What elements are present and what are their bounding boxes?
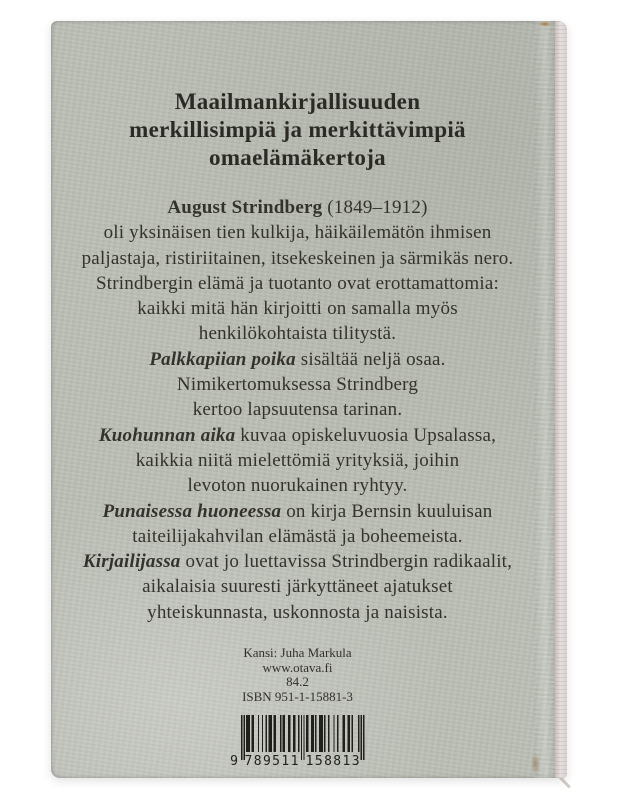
body-text-segment: kertoo lapsuutensa tarinan. xyxy=(192,399,403,421)
barcode-digit-first: 9 xyxy=(229,754,238,767)
body-text-segment: aikalaisia suuresti järkyttäneet ajatukset xyxy=(142,576,453,598)
body-line xyxy=(60,524,535,549)
body-line xyxy=(60,246,535,271)
body-text-segment: oli yksinäisen tien kulkija, häikäilemätön ihmisen xyxy=(103,222,492,244)
work-title-segment: August Strindberg xyxy=(167,197,323,218)
cover-footer xyxy=(60,646,535,704)
body-line xyxy=(60,195,535,220)
body-line xyxy=(60,372,535,397)
body-line xyxy=(60,271,535,296)
body-line xyxy=(60,321,535,346)
cover-crease xyxy=(534,21,555,778)
body-line xyxy=(60,423,535,448)
heading-line: Maailmankirjallisuuden xyxy=(174,89,421,114)
work-title-segment: Palkkapiian poika xyxy=(149,348,296,370)
cover-body-text xyxy=(60,195,535,625)
body-line xyxy=(60,220,535,245)
work-title-segment: Punaisessa huoneessa xyxy=(102,500,282,522)
body-text-segment: paljastaja, ristiriitainen, itsekeskeinen ja särmikäs nero. xyxy=(81,247,514,269)
library-classification: 84.2 xyxy=(286,674,309,690)
body-text-segment: henkilökohtaista tilitystä. xyxy=(198,323,397,345)
page-fore-edge xyxy=(555,21,567,778)
body-text-segment: Strindbergin elämä ja tuotanto ovat erottamattomia: xyxy=(96,272,499,294)
body-text-segment: kaikki mitä hän kirjoitti on samalla myös xyxy=(137,298,458,320)
body-text-segment: yhteiskunnasta, uskonnosta ja naisista. xyxy=(147,601,448,623)
body-text-segment: Nimikertomuksessa Strindberg xyxy=(176,374,419,396)
body-text-segment: levoton nuorukainen ryhtyy. xyxy=(187,475,408,497)
body-text-segment: kuvaa opiskeluvuosia Upsalassa, xyxy=(235,424,497,446)
body-text-segment: kaikkia niitä mielettömiä yrityksiä, joihin xyxy=(135,449,460,471)
barcode-bars xyxy=(228,715,368,767)
publisher-website: www.otava.fi xyxy=(262,659,333,675)
body-line xyxy=(60,499,535,524)
heading-line: omaelämäkertoja xyxy=(209,145,386,170)
work-title-segment: Kirjailijassa xyxy=(82,551,181,573)
cover-text-column xyxy=(60,21,535,778)
cover-design-credit: Kansi: Juha Markula xyxy=(243,645,352,660)
body-text-segment: on kirja Bernsin kuuluisan xyxy=(281,500,493,522)
work-title-segment: Kuohunnan aika xyxy=(98,424,236,446)
body-line xyxy=(60,296,535,321)
barcode-digits-right: 158813 xyxy=(305,754,361,767)
isbn-number: ISBN 951-1-15881-3 xyxy=(242,688,353,704)
book-back-cover xyxy=(51,21,567,778)
body-line xyxy=(60,600,535,625)
heading-line: merkillisimpiä ja merkittävimpiä xyxy=(129,117,466,142)
body-text-segment: (1849–1912) xyxy=(322,197,428,218)
body-line xyxy=(60,397,535,422)
body-text-segment: taiteilijakahvilan elämästä ja boheemeista. xyxy=(132,525,463,547)
body-line xyxy=(60,473,535,498)
body-line xyxy=(60,347,535,372)
isbn-barcode xyxy=(228,715,368,767)
barcode-digits-left: 789511 xyxy=(244,754,300,767)
body-text-segment: sisältää neljä osaa. xyxy=(295,348,446,370)
body-text-segment: ovat jo luettavissa Strindbergin radikaalit, xyxy=(180,551,513,573)
body-line xyxy=(60,549,535,574)
body-line xyxy=(60,448,535,473)
body-line xyxy=(60,574,535,599)
cover-heading xyxy=(60,88,535,172)
